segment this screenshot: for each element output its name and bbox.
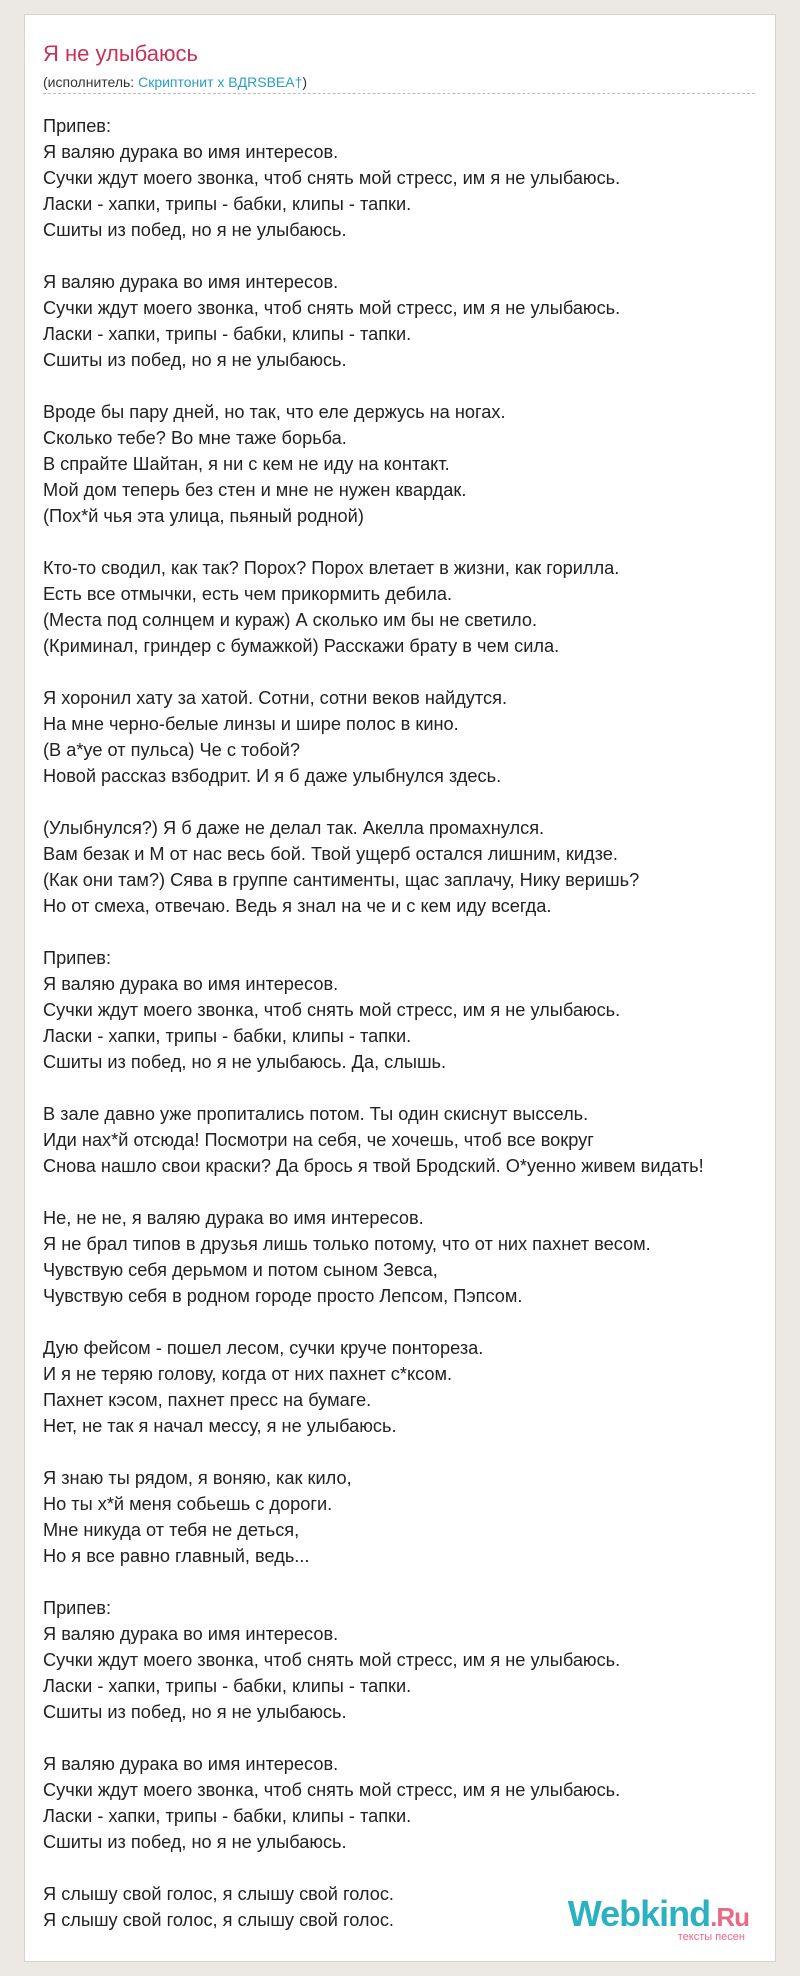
lyric-line: Сучки ждут моего звонка, чтоб снять мой стресс, им я не улыбаюсь. [43,1780,621,1800]
lyric-line: (В а*уе от пульса) Че с тобой? [43,740,301,760]
lyric-stanza [43,1335,800,1439]
lyric-line: Сучки ждут моего звонка, чтоб снять мой стресс, им я не улыбаюсь. [43,1650,621,1670]
logo-main-text: Webkind [567,1893,711,1934]
lyric-line: Сучки ждут моего звонка, чтоб снять мой стресс, им я не улыбаюсь. [43,1000,621,1020]
lyric-line: Припев: [43,1598,112,1618]
lyric-stanza [43,399,800,529]
lyric-line: Кто-то сводил, как так? Порох? Порох влетает в жизни, как горилла. [43,558,620,578]
artist-line [43,74,307,90]
lyric-stanza [43,1465,800,1569]
lyric-line: Но ты х*й меня собьешь с дороги. [43,1494,333,1514]
lyric-line: Чувствую себя дерьмом и потом сыном Зевса, [43,1260,438,1280]
lyric-stanza [43,1595,800,1725]
lyric-line: Сшиты из побед, но я не улыбаюсь. [43,350,347,370]
song-title: Я не улыбаюсь [43,41,198,66]
artist-suffix: ) [302,74,308,90]
lyric-line: Я слышу свой голос, я слышу свой голос. [43,1884,394,1904]
lyric-line: Мой дом теперь без стен и мне не нужен квардак. [43,480,467,500]
lyric-line: Я не брал типов в друзья лишь только потому, что от них пахнет весом. [43,1234,651,1254]
lyric-line: Я знаю ты рядом, я воняю, как кило, [43,1468,352,1488]
lyric-line: Я валяю дурака во имя интересов. [43,1624,339,1644]
lyric-line: Припев: [43,948,112,968]
lyric-stanza [43,815,800,919]
lyric-line: Иди нах*й отсюда! Посмотри на себя, че хочешь, чтоб все вокруг [43,1130,594,1150]
logo-tld: .Ru [710,1902,749,1932]
lyric-line: Чувствую себя в родном городе просто Лепсом, Пэпсом. [43,1286,523,1306]
lyric-line: Сшиты из побед, но я не улыбаюсь. [43,1832,347,1852]
lyric-stanza [43,1101,800,1179]
lyric-line: Я валяю дурака во имя интересов. [43,272,339,292]
logo-wordmark [567,1893,749,1935]
lyrics-body [43,113,800,1959]
lyric-line: Я слышу свой голос, я слышу свой голос. [43,1910,394,1930]
lyric-line: Дую фейсом - пошел лесом, сучки круче понтореза. [43,1338,484,1358]
lyric-stanza [43,1205,800,1309]
lyric-stanza [43,269,800,373]
lyric-line: Нет, не так я начал мессу, я не улыбаюсь. [43,1416,397,1436]
lyric-stanza [43,1751,800,1855]
artist-prefix: (исполнитель: [43,74,139,90]
lyric-line: Сшиты из побед, но я не улыбаюсь. [43,220,347,240]
lyric-line: Но я все равно главный, ведь... [43,1546,310,1566]
lyric-line: Сучки ждут моего звонка, чтоб снять мой стресс, им я не улыбаюсь. [43,298,621,318]
lyric-line: Сшиты из побед, но я не улыбаюсь. [43,1702,347,1722]
lyric-stanza [43,555,800,659]
lyric-line: Сколько тебе? Во мне таже борьба. [43,428,347,448]
lyric-line: Новой рассказ взбодрит. И я б даже улыбнулся здесь. [43,766,502,786]
lyric-line: Я валяю дурака во имя интересов. [43,1754,339,1774]
lyric-line: Вам безак и М от нас весь бой. Твой ущерб остался лишним, кидзе. [43,844,618,864]
lyric-line: На мне черно-белые линзы и шире полос в кино. [43,714,459,734]
artist-link[interactable]: Скриптонит x BДRSBEA† [138,74,303,90]
lyric-line: (Криминал, гриндер с бумажкой) Расскажи брату в чем сила. [43,636,560,656]
lyric-line: Припев: [43,116,112,136]
lyric-line: В спрайте Шайтан, я ни с кем не иду на контакт. [43,454,450,474]
logo-tagline: тексты песен [677,1931,745,1943]
lyric-line: Я хоронил хату за хатой. Сотни, сотни веков найдутся. [43,688,507,708]
site-logo[interactable] [567,1893,749,1943]
lyric-line: (Места под солнцем и кураж) А сколько им бы не светило. [43,610,538,630]
lyric-line: Мне никуда от тебя не деться, [43,1520,300,1540]
lyric-line: Ласки - хапки, трипы - бабки, клипы - тапки. [43,1806,412,1826]
lyric-line: Я валяю дурака во имя интересов. [43,142,339,162]
lyric-line: Ласки - хапки, трипы - бабки, клипы - тапки. [43,324,412,344]
lyric-line: Ласки - хапки, трипы - бабки, клипы - тапки. [43,1026,412,1046]
lyric-line: Пахнет кэсом, пахнет пресс на бумаге. [43,1390,372,1410]
lyric-line: В зале давно уже пропитались потом. Ты один скиснут выссель. [43,1104,589,1124]
lyric-stanza [43,113,800,243]
lyric-line: Ласки - хапки, трипы - бабки, клипы - тапки. [43,194,412,214]
lyric-stanza [43,945,800,1075]
lyric-line: Не, не не, я валяю дурака во имя интересов. [43,1208,424,1228]
lyric-line: (Пох*й чья эта улица, пьяный родной) [43,506,364,526]
lyric-line: Есть все отмычки, есть чем прикормить дебила. [43,584,453,604]
lyric-line: (Улыбнулся?) Я б даже не делал так. Акелла промахнулся. [43,818,545,838]
lyric-line: Но от смеха, отвечаю. Ведь я знал на че и с кем иду всегда. [43,896,552,916]
lyric-line: Ласки - хапки, трипы - бабки, клипы - тапки. [43,1676,412,1696]
lyric-line: Снова нашло свои краски? Да брось я твой Бродский. О*уенно живем видать! [43,1156,704,1176]
lyric-stanza [43,685,800,789]
title-divider [43,93,755,94]
lyric-line: (Как они там?) Сява в группе сантименты, щас заплачу, Нику веришь? [43,870,640,890]
lyrics-card [24,14,776,1962]
lyric-line: Сучки ждут моего звонка, чтоб снять мой стресс, им я не улыбаюсь. [43,168,621,188]
lyric-line: Я валяю дурака во имя интересов. [43,974,339,994]
lyric-line: Вроде бы пару дней, но так, что еле держусь на ногах. [43,402,506,422]
lyric-line: Сшиты из побед, но я не улыбаюсь. Да, слышь. [43,1052,447,1072]
lyric-line: И я не теряю голову, когда от них пахнет с*ксом. [43,1364,453,1384]
